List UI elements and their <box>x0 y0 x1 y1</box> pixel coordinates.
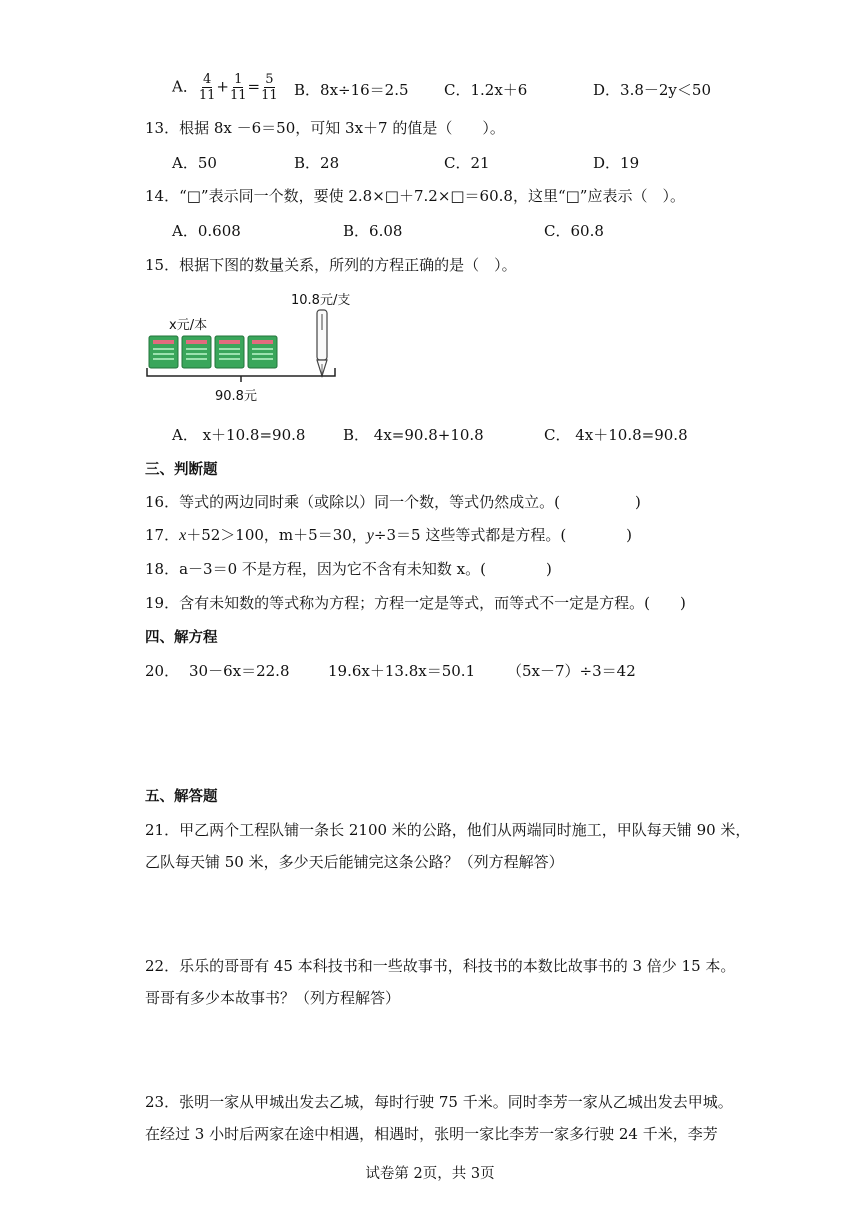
q14-option-a: A．0.608 <box>172 222 241 240</box>
section-title-judgement: 三、判断题 <box>145 462 218 478</box>
q12-option-b: B．8x÷16＝2.5 <box>294 81 409 99</box>
fraction-2-denominator: 11 <box>229 88 247 103</box>
notebook-icon <box>149 336 178 368</box>
q13-option-b: B．28 <box>294 154 340 172</box>
q17 <box>145 524 632 545</box>
q15-option-a: A． x＋10.8=90.8 <box>172 426 306 444</box>
q17-variable-x: x <box>179 527 187 544</box>
notebook-icon <box>182 336 211 368</box>
q14-stem: 14．“□”表示同一个数，要使 2.8×□＋7.2×□＝60.8，这里“□”应表示（ ）。 <box>145 187 685 205</box>
q21-line-1: 21．甲乙两个工程队铺一条长 2100 米的公路，他们从两端同时施工，甲队每天铺 90 米， <box>145 821 751 839</box>
q23-line-2: 在经过 3 小时后两家在途中相遇，相遇时，张明一家比李芳一家多行驶 24 千米，李芳 <box>145 1125 718 1143</box>
q16: 16．等式的两边同时乘（或除以）同一个数，等式仍然成立。( ) <box>145 493 641 511</box>
q20-equation-2: 19.6x＋13.8x＝50.1 <box>328 662 476 680</box>
q17-text-1: ＋52＞100，m＋5＝30， <box>186 526 367 544</box>
q12-option-a <box>172 72 279 103</box>
q23-line-1: 23．张明一家从甲城出发去乙城，每时行驶 75 千米。同时李芳一家从乙城出发去甲城。 <box>145 1093 733 1111</box>
notebook-icon <box>215 336 244 368</box>
q14-option-b: B．6.08 <box>343 222 403 240</box>
fraction-3-denominator: 11 <box>261 88 278 103</box>
q17-variable-y: y <box>366 527 374 544</box>
q13-option-d: D．19 <box>593 154 640 172</box>
fraction-1 <box>199 72 216 103</box>
fraction-2-numerator: 1 <box>234 72 243 87</box>
q22-line-1: 22．乐乐的哥哥有 45 本科技书和一些故事书，科技书的本数比故事书的 3 倍少 15 本。 <box>145 957 736 975</box>
quantity-relation-figure <box>145 284 351 406</box>
book-price-label: x元/本 <box>169 318 208 333</box>
plus-sign: + <box>216 77 229 96</box>
q17-text-2: ÷3＝5 这些等式都是方程。( ) <box>373 526 633 544</box>
page-footer: 试卷第 2页，共 3页 <box>365 1166 495 1182</box>
q15-stem: 15．根据下图的数量关系，所列的方程正确的是（ ）。 <box>145 256 517 274</box>
q15-option-c: C． 4x＋10.8=90.8 <box>544 426 688 444</box>
q21-line-2: 乙队每天铺 50 米，多少天后能铺完这条公路？（列方程解答） <box>145 853 564 871</box>
q12-option-c: C．1.2x＋6 <box>444 81 528 99</box>
q20-number: 20． <box>145 662 180 680</box>
fraction-3 <box>261 72 278 103</box>
q18: 18．a－3＝0 不是方程，因为它不含有未知数 x。( ) <box>145 560 552 578</box>
equals-sign: = <box>247 77 261 96</box>
q13-option-a: A．50 <box>172 154 217 172</box>
q22-line-2: 哥哥有多少本故事书？（列方程解答） <box>145 989 401 1007</box>
q20-equation-3: （5x－7）÷3＝42 <box>507 662 636 680</box>
q19: 19．含有未知数的等式称为方程；方程一定是等式，而等式不一定是方程。( ) <box>145 594 686 612</box>
notebook-icon <box>248 336 277 368</box>
section-title-solve-equations: 四、解方程 <box>145 630 218 646</box>
fraction-1-numerator: 4 <box>202 72 212 87</box>
q13-stem: 13．根据 8x －6＝50，可知 3x＋7 的值是（ ）。 <box>145 119 505 137</box>
section-title-word-problems: 五、解答题 <box>145 789 218 805</box>
q13-option-c: C．21 <box>444 154 490 172</box>
q12-option-a-label: A． <box>172 77 198 96</box>
q20-equation-1: 30－6x＝22.8 <box>189 662 290 680</box>
q12-option-d: D．3.8－2y＜50 <box>593 81 711 99</box>
q14-option-c: C．60.8 <box>544 222 604 240</box>
fraction-2 <box>230 72 247 103</box>
fraction-3-numerator: 5 <box>265 72 274 87</box>
total-amount-label: 90.8元 <box>215 389 257 404</box>
fountain-pen-icon <box>317 310 327 376</box>
q15-option-b: B． 4x=90.8+10.8 <box>343 426 484 444</box>
pen-price-label: 10.8元/支 <box>291 293 351 308</box>
fraction-1-denominator: 11 <box>198 88 216 103</box>
q17-number: 17． <box>145 526 180 544</box>
